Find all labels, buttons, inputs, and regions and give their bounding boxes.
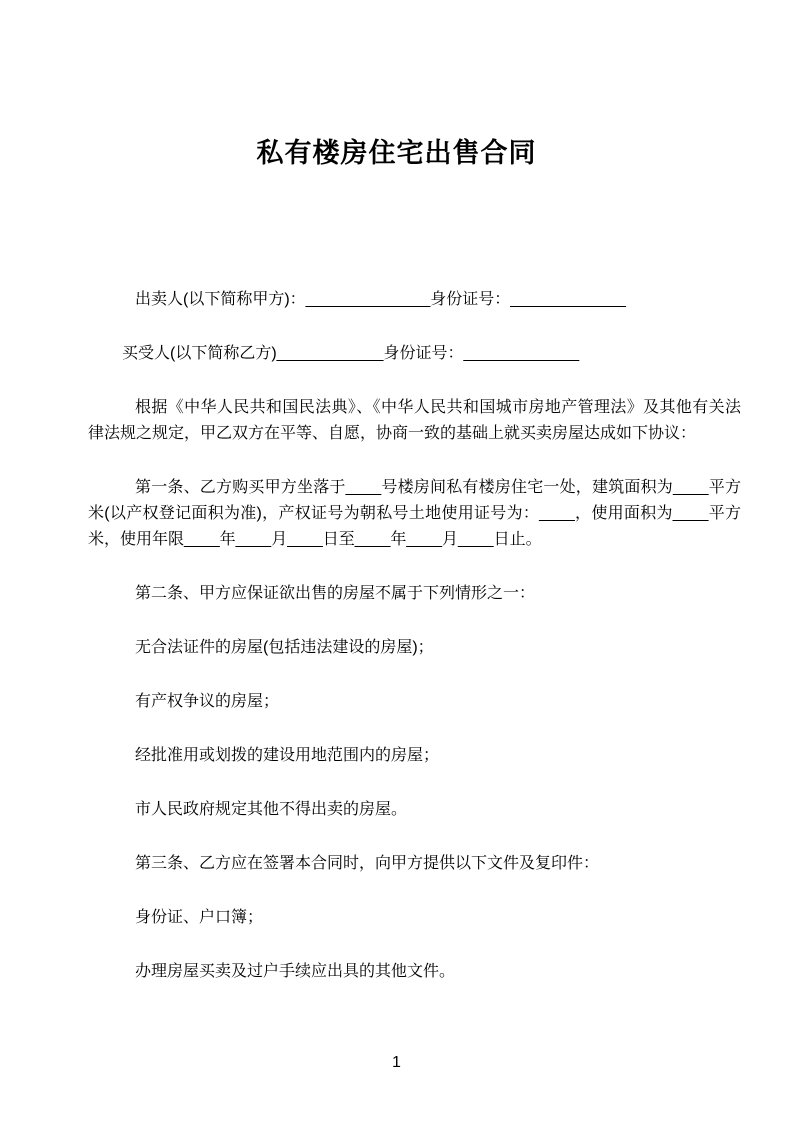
clause-2-item-1: 无合法证件的房屋(包括违法建设的房屋)； <box>135 639 434 656</box>
party-buyer-line: 买受人(以下简称乙方)____________身份证号：_____________ <box>122 345 580 362</box>
clause-1-paragraph: 第一条、乙方购买甲方坐落于____号楼房间私有楼房住宅一处，建筑面积为____平方米(以产权登记面积为准)，产权证号为朝私号土地使用证号为：____，使用面积为____平方米，使用年限____年____月____日至____年____月____日止。 <box>88 479 741 548</box>
preamble-paragraph: 根据《中华人民共和国民法典》、《中华人民共和国城市房地产管理法》及其他有关法律法规之规定，甲乙双方在平等、自愿，协商一致的基础上就买卖房屋达成如下协议： <box>88 399 741 442</box>
clause-3-item-1: 身份证、户口簿； <box>135 909 264 926</box>
clause-2-item-4: 市人民政府规定其他不得出卖的房屋。 <box>135 801 408 818</box>
clause-3-heading: 第三条、乙方应在签署本合同时，向甲方提供以下文件及复印件： <box>135 855 600 872</box>
clause-2-heading: 第二条、甲方应保证欲出售的房屋不属于下列情形之一： <box>135 585 536 602</box>
clause-2-item-2: 有产权争议的房屋； <box>135 693 280 710</box>
contract-title: 私有楼房住宅出售合同 <box>256 138 537 168</box>
page-number: 1 <box>392 1054 401 1071</box>
contract-body <box>0 287 793 985</box>
clause-2-item-3: 经批准用或划拨的建设用地范围内的房屋； <box>135 747 440 764</box>
party-seller-line: 出卖人(以下简称甲方)：______________身份证号：_____________ <box>135 291 626 308</box>
clause-3-item-2: 办理房屋买卖及过户手续应出具的其他文件。 <box>135 963 456 980</box>
